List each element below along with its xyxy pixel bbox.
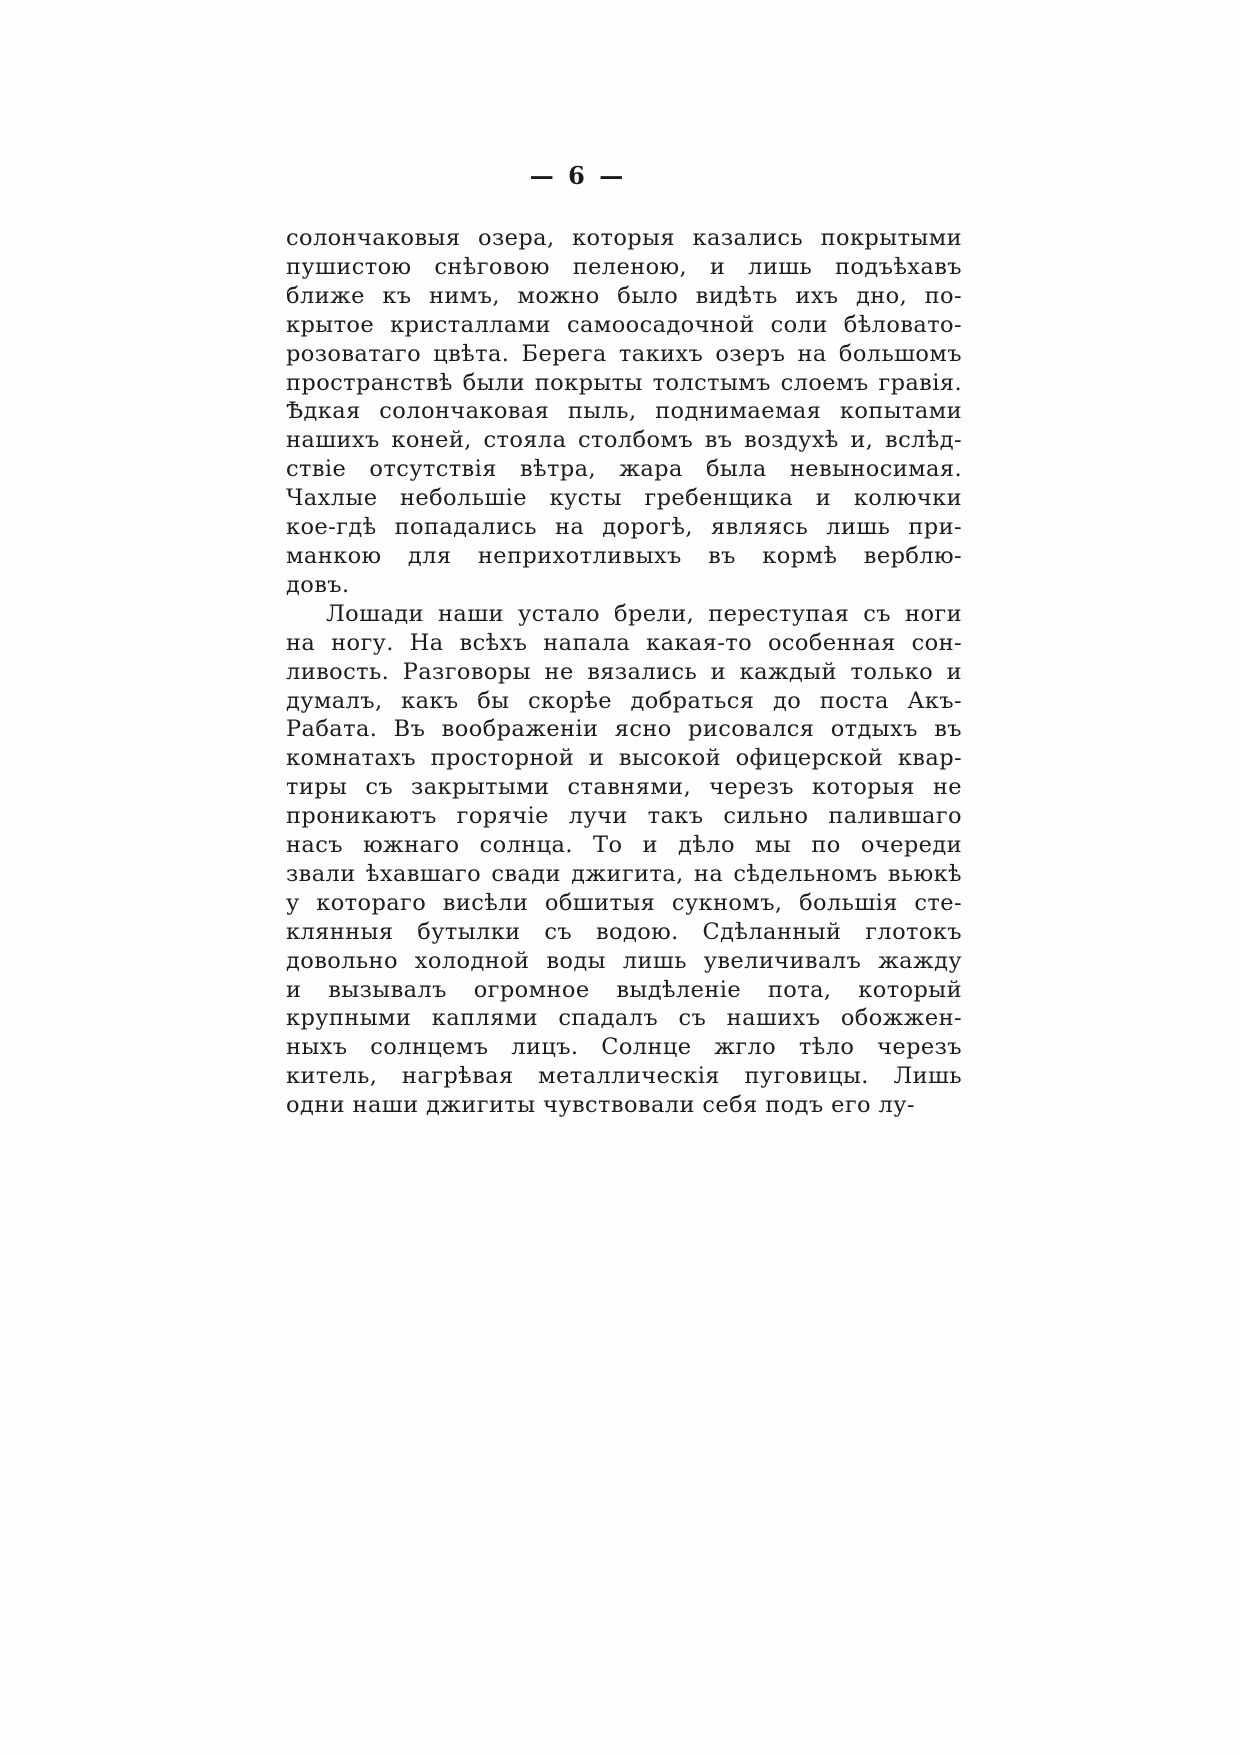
text-line: Рабата. Въ воображеніи ясно рисовался отдыхъ въ: [286, 716, 962, 743]
text-line: крупными каплями спадалъ съ нашихъ обожжен-: [286, 1005, 962, 1032]
text-line: клянныя бутылки съ водою. Сдѣланный глотокъ: [286, 918, 962, 945]
text-line: пушистою снѣговою пеленою, и лишь подъѣхавъ: [286, 253, 962, 280]
text-line: насъ южнаго солнца. То и дѣло мы по очереди: [286, 832, 962, 859]
text-line: тиры съ закрытыми ставнями, черезъ которыя не: [286, 774, 962, 801]
text-line: Лошади наши устало брели, переступая съ ноги: [326, 600, 962, 627]
text-line: Чахлые небольшіе кусты гребенщика и колючки: [286, 485, 962, 512]
text-line: звали ѣхавшаго свади джигита, на сѣдельномъ вьюкѣ: [286, 860, 962, 887]
text-line: проникаютъ горячіе лучи такъ сильно палившаго: [286, 803, 962, 830]
text-line: пространствѣ были покрыты толстымъ слоемъ гравія.: [286, 369, 962, 396]
text-line: ствіе отсутствія вѣтра, жара была невыносимая.: [286, 456, 962, 483]
text-line: ливость. Разговоры не вязались и каждый только и: [286, 658, 962, 685]
text-line: ближе къ нимъ, можно было видѣть ихъ дно, по-: [286, 282, 962, 309]
text-block: [286, 224, 962, 1120]
text-line: нашихъ коней, стояла столбомъ въ воздухѣ и, вслѣд-: [286, 427, 962, 454]
page-number: — 6 —: [529, 161, 627, 190]
text-line: манкою для неприхотливыхъ въ кормѣ верблю-: [286, 542, 962, 569]
text-line: на ногу. На всѣхъ напала какая-то особенная сон-: [286, 629, 962, 656]
text-line: розоватаго цвѣта. Берега такихъ озеръ на большомъ: [286, 340, 962, 367]
text-line: думалъ, какъ бы скорѣе добраться до поста Акъ-: [286, 687, 962, 714]
text-line: крытое кристаллами самоосадочной соли бѣловато-: [286, 311, 962, 338]
paragraph: [286, 224, 962, 600]
text-line: довъ.: [286, 571, 350, 598]
text-line: у котораго висѣли обшитыя сукномъ, большія сте-: [286, 889, 962, 916]
text-line: ныхъ солнцемъ лицъ. Солнце жгло тѣло черезъ: [286, 1034, 962, 1061]
text-line: китель, нагрѣвая металлическія пуговицы. Лишь: [286, 1063, 962, 1090]
text-line: кое-гдѣ попадались на дорогѣ, являясь лишь при-: [286, 514, 962, 541]
text-line: солончаковыя озера, которыя казались покрытыми: [286, 225, 962, 251]
text-line: и вызывалъ огромное выдѣленіе пота, который: [286, 976, 962, 1003]
text-line: одни наши джигиты чувствовали себя подъ его лу-: [286, 1092, 915, 1119]
text-line: довольно холодной воды лишь увеличивалъ жажду: [286, 947, 962, 974]
text-line: Ѣдкая солончаковая пыль, поднимаемая копытами: [286, 398, 962, 425]
text-line: комнатахъ просторной и высокой офицерской квар-: [286, 745, 962, 772]
paragraph: [286, 600, 962, 1120]
